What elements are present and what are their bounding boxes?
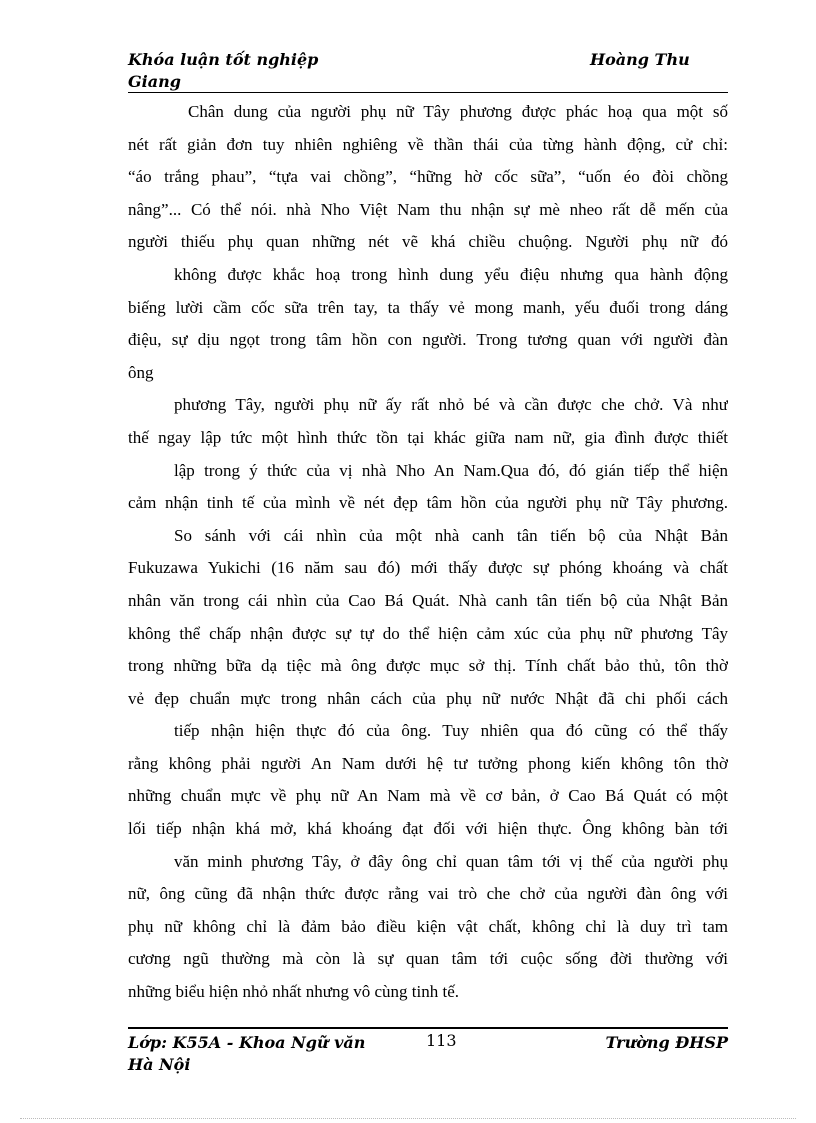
text-line: Fukuzawa Yukichi (16 năm sau đó) mới thấy được sự phóng khoáng và chất <box>128 558 728 578</box>
text-line: lập trong ý thức của vị nhà Nho An Nam.Qua đó, đó gián tiếp thể hiện <box>174 460 728 480</box>
text-line: cương ngũ thường mà còn là sự quan tâm tới cuộc sống đời thường với <box>128 949 728 969</box>
page-header <box>128 50 728 92</box>
text-line: trong những bữa dạ tiệc mà ông được mục sở thị. Tính chất bảo thủ, tôn thờ <box>128 656 728 676</box>
text-line: những biểu hiện nhỏ nhất nhưng vô cùng tinh tế. <box>128 982 459 1002</box>
text-line: những chuẩn mực về phụ nữ An Nam mà về cơ bản, ở Cao Bá Quát có một <box>128 786 728 806</box>
text-line: lối tiếp nhận khá mở, khá khoáng đạt đối với hiện thực. Ông không bàn tới <box>128 819 728 839</box>
text-line: tiếp nhận hiện thực đó của ông. Tuy nhiên qua đó cũng có thể thấy <box>174 721 728 741</box>
text-line: thế ngay lập tức một hình thức tồn tại khác giữa nam nữ, gia đình được thiết <box>128 427 728 447</box>
text-line: Chân dung của người phụ nữ Tây phương được phác hoạ qua một số <box>188 102 728 121</box>
body-text <box>128 96 728 1009</box>
text-line: người thiếu phụ quan những nét vẽ khá chiều chuộng. Người phụ nữ đó <box>128 232 728 252</box>
text-line: “áo trắng phau”, “tựa vai chồng”, “hững hờ cốc sữa”, “uốn éo đòi chồng <box>128 167 728 187</box>
header-author-name: Hoàng Thu <box>590 50 690 69</box>
header-divider <box>128 92 728 93</box>
text-line: phụ nữ không chỉ là đảm bảo điều kiện vật chất, không chỉ là duy trì tam <box>128 916 728 936</box>
header-thesis-label: Khóa luận tốt nghiệp <box>128 50 319 69</box>
header-author-name-cont: Giang <box>128 72 181 91</box>
text-line: rằng không phải người An Nam dưới hệ tư tưởng phong kiến không tôn thờ <box>128 753 728 773</box>
text-line: không thể chấp nhận được sự tự do thể hiện cảm xúc của phụ nữ phương Tây <box>128 623 728 643</box>
text-line: vẻ đẹp chuẩn mực trong nhân cách của phụ nữ nước Nhật đã chi phối cách <box>128 688 728 708</box>
footer-divider <box>128 1027 728 1029</box>
text-line: phương Tây, người phụ nữ ấy rất nhỏ bé và cần được che chở. Và như <box>174 395 728 415</box>
page-bottom-edge <box>20 1118 796 1119</box>
text-line: nhân văn trong cái nhìn của Cao Bá Quát. Nhà canh tân tiến bộ của Nhật Bản <box>128 590 728 610</box>
text-line: nét rất giản đơn tuy nhiên nghiêng về thần thái của từng hành động, cử chỉ: <box>128 134 728 154</box>
text-line: ông <box>128 362 154 382</box>
page-number: 113 <box>426 1031 457 1050</box>
text-line: nữ, ông cũng đã nhận thức được rằng vai trò che chở của người đàn ông với <box>128 884 728 904</box>
page-footer <box>128 1033 728 1077</box>
text-line: So sánh với cái nhìn của một nhà canh tân tiến bộ của Nhật Bản <box>174 525 728 545</box>
footer-class-label: Lớp: K55A - Khoa Ngữ văn <box>128 1033 366 1052</box>
text-line: không được khắc hoạ trong hình dung yểu điệu nhưng qua hành động <box>174 264 728 284</box>
text-line: biếng lười cầm cốc sữa trên tay, ta thấy vẻ mong manh, yếu đuối trong dáng <box>128 297 728 317</box>
text-line: nâng”... Có thể nói. nhà Nho Việt Nam thu nhận sự mè nheo rất dễ mến của <box>128 199 728 219</box>
text-line: điệu, sự dịu ngọt trong tâm hồn con người. Trong tương quan với người đàn <box>128 330 728 350</box>
footer-school-name: Trường ĐHSP <box>605 1033 728 1052</box>
footer-school-city: Hà Nội <box>128 1055 191 1074</box>
text-line: cảm nhận tinh tế của mình về nét đẹp tâm hồn của người phụ nữ Tây phương. <box>128 493 728 513</box>
text-line: văn minh phương Tây, ở đây ông chỉ quan tâm tới vị thế của người phụ <box>174 851 728 871</box>
